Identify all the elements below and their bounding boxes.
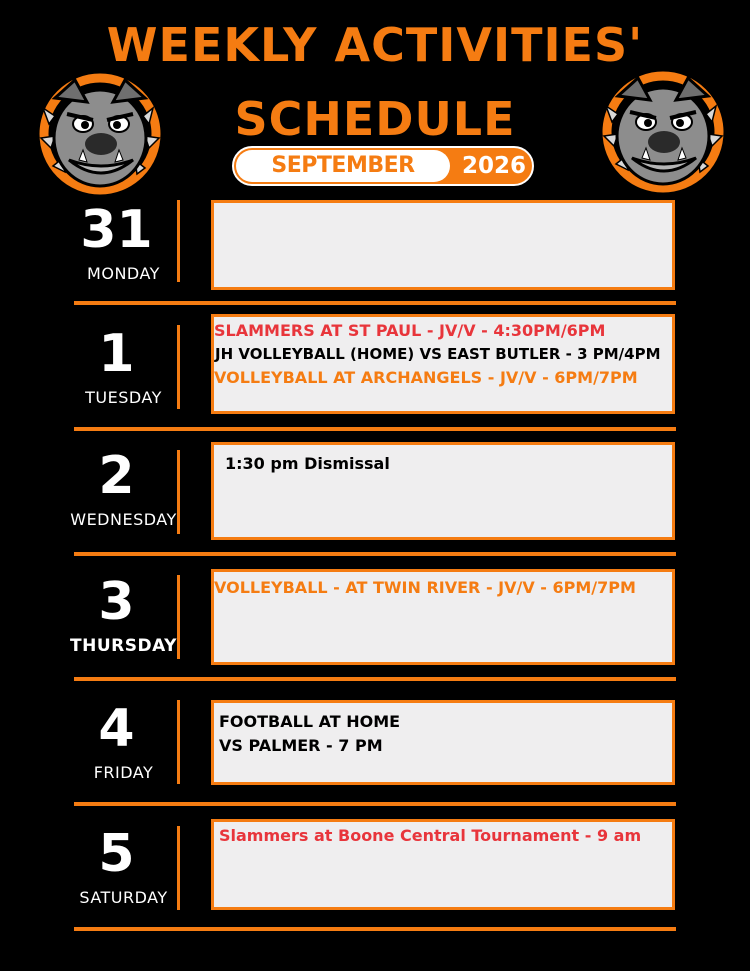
day-thursday — [40, 572, 193, 682]
event-line: VS PALMER - 7 PM — [219, 736, 383, 755]
bulldog-mascot-right-icon — [598, 66, 728, 196]
day-name: MONDAY — [87, 264, 160, 283]
row-separator — [74, 427, 676, 431]
event-line: 1:30 pm Dismissal — [225, 454, 390, 473]
day-divider — [177, 200, 180, 282]
day-divider — [177, 700, 180, 784]
events-box-thursday — [211, 569, 675, 665]
day-number: 5 — [98, 824, 135, 884]
month-label: SEPTEMBER — [236, 150, 450, 182]
day-name: THURSDAY — [70, 636, 177, 656]
event-line: FOOTBALL AT HOME — [219, 712, 401, 731]
event-line: SLAMMERS AT ST PAUL - JV/V - 4:30PM/6PM — [214, 321, 606, 340]
title-line-1: WEEKLY ACTIVITIES' — [106, 18, 644, 72]
event-line: VOLLEYBALL - AT TWIN RIVER - JV/V - 6PM/7PM — [214, 578, 636, 597]
title-line-2: SCHEDULE — [234, 92, 516, 146]
row-separator — [74, 677, 676, 681]
row-separator — [74, 927, 676, 931]
event-line: VOLLEYBALL AT ARCHANGELS - JV/V - 6PM/7PM — [214, 368, 638, 387]
day-number: 31 — [80, 200, 153, 260]
day-tuesday — [40, 324, 193, 434]
event-line: JH VOLLEYBALL (HOME) VS EAST BUTLER - 3 PM/4PM — [215, 345, 661, 363]
events-box-saturday — [211, 819, 675, 910]
row-separator — [74, 802, 676, 806]
events-box-monday — [211, 200, 675, 290]
row-separator — [74, 301, 676, 305]
day-name: SATURDAY — [79, 888, 168, 907]
day-monday — [40, 200, 193, 310]
day-divider — [177, 450, 180, 534]
events-box-tuesday — [211, 314, 675, 414]
day-friday — [40, 699, 193, 809]
day-number: 4 — [98, 699, 135, 759]
day-number: 2 — [98, 446, 135, 506]
day-wednesday — [40, 446, 193, 556]
row-separator — [74, 552, 676, 556]
day-name: FRIDAY — [93, 763, 154, 782]
events-box-wednesday — [211, 442, 675, 540]
events-box-friday — [211, 700, 675, 785]
day-saturday — [40, 824, 193, 934]
bulldog-mascot-left-icon — [35, 68, 165, 198]
day-number: 1 — [98, 324, 135, 384]
day-divider — [177, 575, 180, 659]
day-divider — [177, 826, 180, 910]
day-name: WEDNESDAY — [70, 510, 177, 529]
day-divider — [177, 325, 180, 409]
day-number: 3 — [98, 572, 135, 632]
year-label: 2026 — [461, 153, 526, 179]
event-line: Slammers at Boone Central Tournament - 9 am — [219, 826, 642, 845]
day-name: TUESDAY — [85, 388, 162, 407]
month-year-pill — [232, 146, 534, 186]
